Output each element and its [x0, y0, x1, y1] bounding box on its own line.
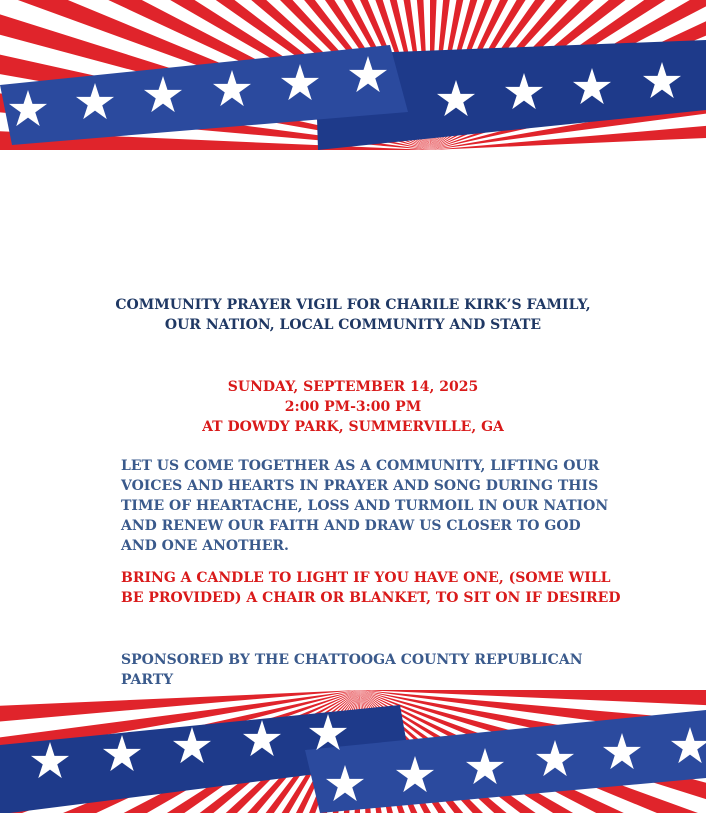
event-details [40, 377, 666, 437]
title-line-2: OUR NATION, LOCAL COMMUNITY AND STATE [164, 317, 542, 333]
event-location: AT DOWDY PARK, SUMMERVILLE, GA [202, 419, 504, 435]
flyer-title [40, 295, 666, 335]
event-date: SUNDAY, SEPTEMBER 14, 2025 [227, 379, 479, 395]
bottom-patriotic-banner [0, 690, 706, 813]
sponsor-line: SPONSORED BY THE CHATTOOGA COUNTY REPUBLICAN PARTY [121, 652, 583, 688]
intro-paragraph: LET US COME TOGETHER AS A COMMUNITY, LIFTING OUR VOICES AND HEARTS IN PRAYER AND SONG DURING THIS TIME OF HEARTACHE, LOSS AND TURMOIL IN OUR NATION AND RENEW OUR FAITH AND DRAW US CLOSER TO GOD AND ONE ANOTHER. [121, 458, 609, 554]
title-line-1: COMMUNITY PRAYER VIGIL FOR CHARILE KIRK’S FAMILY, [115, 297, 591, 313]
top-patriotic-banner [0, 0, 706, 160]
bring-items-paragraph: BRING A CANDLE TO LIGHT IF YOU HAVE ONE, (SOME WILL BE PROVIDED) A CHAIR OR BLANKET, TO SIT ON IF DESIRED [121, 570, 621, 606]
bottom-banner-graphic [0, 690, 706, 813]
event-time: 2:00 PM-3:00 PM [284, 399, 422, 415]
top-banner-graphic [0, 0, 706, 160]
